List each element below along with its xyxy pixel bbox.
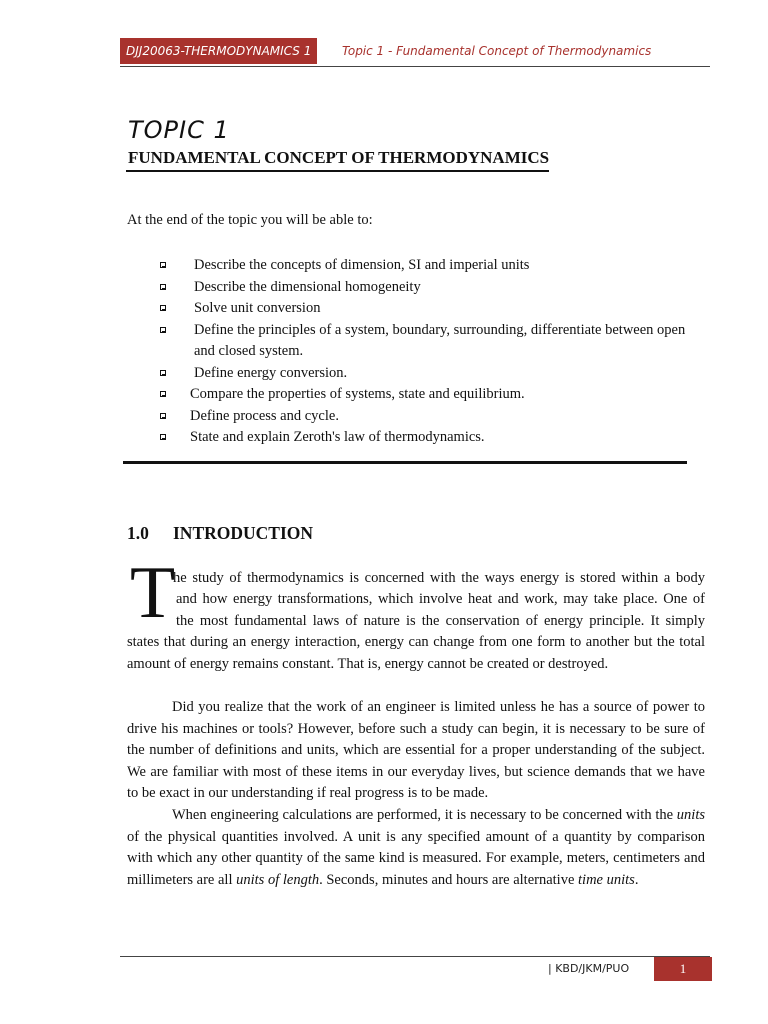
page-header: [120, 38, 710, 67]
section-number: 1.0: [127, 523, 149, 543]
objective-item: Compare the properties of systems, state and equilibrium.: [160, 384, 700, 406]
paragraph-body: states that during an energy interaction, energy can change from one form to another but the total amount of energy remains constant. That is, energy cannot be created or destroyed.: [127, 634, 705, 672]
square-bullet-icon: [160, 305, 166, 311]
page-number: 1: [654, 957, 712, 981]
course-code-badge: DJJ20063-THERMODYNAMICS 1: [120, 38, 317, 64]
section-heading: [127, 523, 313, 544]
square-bullet-icon: [160, 262, 166, 268]
square-bullet-icon: [160, 434, 166, 440]
header-topic-line: Topic 1 - Fundamental Concept of Thermodynamics: [342, 44, 652, 58]
square-bullet-icon: [160, 413, 166, 419]
paragraph-body: Did you realize that the work of an engineer is limited unless he has a source of power to drive his machines or tools? However, before such a study can begin, it is necessary to be sure of the number of definitions and units, which are essential for a proper understanding of the subject. We are familiar with most of these items in our everyday lives, but science demands that we have to be exact in our understanding if real progress is to be made.: [127, 699, 705, 801]
objective-item: Define energy conversion.: [160, 363, 700, 385]
objective-item: Describe the dimensional homogeneity: [160, 277, 700, 299]
footer-text: | KBD/JKM/PUO: [548, 962, 630, 975]
objectives-list: [160, 255, 700, 449]
topic-subtitle: FUNDAMENTAL CONCEPT OF THERMODYNAMICS: [126, 148, 549, 172]
objective-item: State and explain Zeroth's law of thermodynamics.: [160, 427, 700, 449]
section-title: INTRODUCTION: [173, 523, 314, 543]
topic-title: TOPIC 1: [128, 116, 230, 144]
square-bullet-icon: [160, 327, 166, 333]
square-bullet-icon: [160, 370, 166, 376]
paragraph-body: When engineering calculations are performed, it is necessary to be concerned with the units of the physical quantities involved. A unit is any specified amount of a quantity by comparison with which any other quantity of the same kind is measured. For example, meters, centimeters and millimeters are all units of length. Seconds, minutes and hours are alternative time units.: [127, 807, 705, 888]
footer-rule: [120, 956, 710, 957]
drop-cap: T: [130, 552, 176, 634]
paragraph-line: and how energy transformations, which involve heat and work, may take place. One of: [176, 591, 705, 607]
objective-item: Describe the concepts of dimension, SI and imperial units: [160, 255, 700, 277]
objective-item: Define process and cycle.: [160, 406, 700, 428]
objective-item: Solve unit conversion: [160, 298, 700, 320]
paragraph-line: he study of thermodynamics is concerned with the ways energy is stored within a body: [173, 570, 705, 586]
section-divider: [123, 461, 687, 464]
paragraph-line: the most fundamental laws of nature is the conservation of energy principle. It simply: [176, 613, 705, 629]
square-bullet-icon: [160, 284, 166, 290]
square-bullet-icon: [160, 391, 166, 397]
objectives-intro: At the end of the topic you will be able to:: [127, 212, 373, 228]
objective-item: Define the principles of a system, boundary, surrounding, differentiate between open and closed system.: [160, 320, 700, 363]
